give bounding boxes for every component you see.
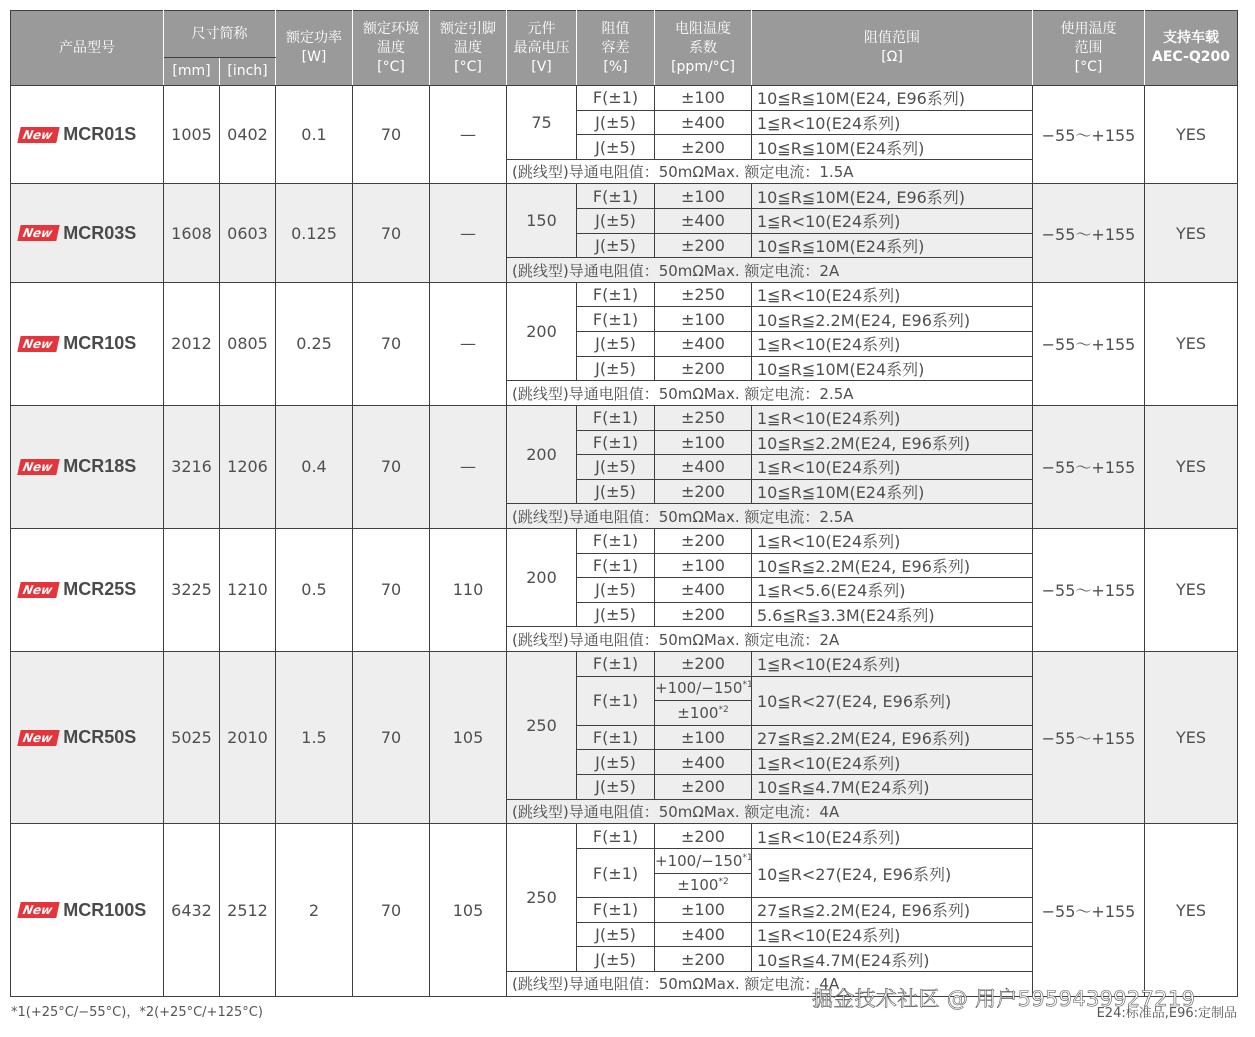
tcr-value: ±250 (681, 408, 725, 428)
resistance-range-cell: 5.6≦R≦3.3M(E24系列) (752, 602, 1033, 627)
tolerance-cell: F(±1) (577, 898, 655, 923)
tcr-value: ±200 (681, 949, 725, 969)
tcr-cell (655, 824, 752, 849)
aec-q200-cell: YES (1145, 652, 1238, 824)
tolerance-cell: J(±5) (577, 479, 655, 504)
power-cell: 0.125 (276, 184, 353, 282)
jumper-spec-cell: (跳线型)导通电阻值：50mΩMax. 额定电流：4A (507, 971, 1033, 996)
model-name: MCR100S (63, 899, 147, 920)
tcr-value: ±400 (681, 211, 725, 231)
tolerance-cell: F(±1) (577, 430, 655, 455)
resistor-spec-table (10, 10, 1238, 997)
max-voltage-cell: 200 (507, 405, 577, 503)
tcr-note-mark: *2 (718, 705, 729, 716)
resistance-range-cell: 10≦R≦2.2M(E24, E96系列) (752, 553, 1033, 578)
tcr-cell (655, 602, 752, 627)
spec-row (11, 528, 1238, 553)
aec-q200-cell: YES (1145, 86, 1238, 184)
ambient-temp-cell: 70 (353, 184, 430, 282)
tolerance-cell: F(±1) (577, 553, 655, 578)
model-label (11, 900, 163, 921)
model-cell (11, 405, 164, 528)
size-inch-cell: 2512 (220, 824, 276, 997)
footnote-series-legend: E24:标准品,E96:定制品 (1096, 1006, 1237, 1021)
new-badge: New (17, 582, 60, 598)
tcr-value: ±200 (681, 826, 725, 846)
resistance-range-cell: 27≦R≦2.2M(E24, E96系列) (752, 898, 1033, 923)
resistance-range-cell: 10≦R≦4.7M(E24系列) (752, 947, 1033, 972)
model-cell (11, 184, 164, 282)
tcr-cell (655, 110, 752, 135)
tolerance-cell: J(±5) (577, 775, 655, 800)
operating-temp-cell: −55～+155 (1033, 528, 1145, 651)
size-inch-cell: 1206 (220, 405, 276, 528)
new-badge: New (17, 730, 60, 746)
ambient-temp-cell: 70 (353, 282, 430, 405)
model-label (11, 223, 163, 244)
tcr-value: ±400 (681, 112, 725, 132)
jumper-spec-cell: (跳线型)导通电阻值：50mΩMax. 额定电流：2A (507, 258, 1033, 283)
tcr-cell (655, 405, 752, 430)
resistance-range-cell: 10≦R≦4.7M(E24系列) (752, 775, 1033, 800)
aec-q200-cell: YES (1145, 184, 1238, 282)
size-mm-cell: 6432 (164, 824, 220, 997)
resistance-range-cell: 1≦R<10(E24系列) (752, 209, 1033, 234)
resistance-range-cell: 1≦R<10(E24系列) (752, 824, 1033, 849)
header-resistance-range: 阻值范围 [Ω] (752, 11, 1033, 86)
resistance-range-cell: 1≦R<10(E24系列) (752, 332, 1033, 357)
tcr-value: ±100 (681, 900, 725, 920)
tcr-value: ±100 (677, 876, 719, 895)
power-cell: 0.5 (276, 528, 353, 651)
tolerance-cell: J(±5) (577, 332, 655, 357)
tcr-cell (655, 282, 752, 307)
terminal-temp-cell: — (430, 282, 507, 405)
size-inch-cell: 1210 (220, 528, 276, 651)
header-terminal-temp: 额定引脚 温度 [°C] (430, 11, 507, 86)
ambient-temp-cell: 70 (353, 528, 430, 651)
terminal-temp-cell: — (430, 405, 507, 528)
header-operating-temp: 使用温度 范围 [°C] (1033, 11, 1145, 86)
tcr-cell (655, 750, 752, 775)
aec-q200-cell: YES (1145, 528, 1238, 651)
tolerance-cell: F(±1) (577, 824, 655, 849)
model-cell (11, 824, 164, 997)
tcr-cell (655, 430, 752, 455)
tcr-cell (655, 652, 752, 677)
tcr-cell (655, 479, 752, 504)
resistance-range-cell: 10≦R≦10M(E24系列) (752, 479, 1033, 504)
terminal-temp-cell: 105 (430, 824, 507, 997)
tcr-cell (655, 332, 752, 357)
max-voltage-cell: 200 (507, 528, 577, 626)
size-inch-cell: 2010 (220, 652, 276, 824)
resistance-range-cell: 10≦R≦2.2M(E24, E96系列) (752, 430, 1033, 455)
spec-row (11, 86, 1238, 111)
aec-q200-cell: YES (1145, 824, 1238, 997)
header-tcr: 电阻温度 系数 [ppm/°C] (655, 11, 752, 86)
tcr-value: ±100 (681, 432, 725, 452)
max-voltage-cell: 200 (507, 282, 577, 380)
size-mm-cell: 3225 (164, 528, 220, 651)
resistance-range-cell: 10≦R≦10M(E24系列) (752, 356, 1033, 381)
tcr-value: +100/−150 (655, 851, 743, 870)
spec-row (11, 282, 1238, 307)
model-name: MCR03S (63, 222, 137, 243)
resistance-range-cell: 10≦R<27(E24, E96系列) (752, 676, 1033, 725)
size-mm-cell: 1005 (164, 86, 220, 184)
model-label (11, 727, 163, 748)
model-cell (11, 528, 164, 651)
spec-row (11, 824, 1238, 849)
size-inch-cell: 0603 (220, 184, 276, 282)
resistance-range-cell: 1≦R<5.6(E24系列) (752, 578, 1033, 603)
tcr-value: ±100 (681, 728, 725, 748)
tcr-cell (655, 701, 752, 726)
footnote-tcr-conditions: *1(+25°C/−55°C)，*2(+25°C/+125°C) (11, 1005, 263, 1020)
operating-temp-cell: −55～+155 (1033, 405, 1145, 528)
tolerance-cell: J(±5) (577, 356, 655, 381)
header-max-voltage: 元件 最高电压 [V] (507, 11, 577, 86)
resistance-range-cell: 10≦R≦10M(E24, E96系列) (752, 184, 1033, 209)
size-mm-cell: 2012 (164, 282, 220, 405)
tolerance-cell: J(±5) (577, 750, 655, 775)
tcr-cell (655, 848, 752, 873)
model-label (11, 124, 163, 145)
jumper-spec-cell: (跳线型)导通电阻值：50mΩMax. 额定电流：1.5A (507, 159, 1033, 184)
tcr-cell (655, 528, 752, 553)
tcr-value: ±100 (681, 186, 725, 206)
model-name: MCR10S (63, 333, 137, 354)
terminal-temp-cell: — (430, 86, 507, 184)
new-badge: New (17, 127, 60, 143)
tolerance-cell: F(±1) (577, 282, 655, 307)
tolerance-cell: F(±1) (577, 848, 655, 897)
model-cell (11, 86, 164, 184)
size-mm-cell: 1608 (164, 184, 220, 282)
tcr-value: ±200 (681, 137, 725, 157)
jumper-spec-cell: (跳线型)导通电阻值：50mΩMax. 额定电流：2A (507, 627, 1033, 652)
spec-row (11, 405, 1238, 430)
ambient-temp-cell: 70 (353, 405, 430, 528)
header-power: 额定功率 [W] (276, 11, 353, 86)
resistance-range-cell: 10≦R≦10M(E24, E96系列) (752, 86, 1033, 111)
operating-temp-cell: −55～+155 (1033, 282, 1145, 405)
tcr-value: ±250 (681, 285, 725, 305)
tcr-value: ±200 (681, 777, 725, 797)
tcr-value: ±200 (681, 605, 725, 625)
tcr-cell (655, 233, 752, 258)
tcr-value: ±400 (681, 334, 725, 354)
tcr-cell (655, 307, 752, 332)
tolerance-cell: J(±5) (577, 233, 655, 258)
ambient-temp-cell: 70 (353, 86, 430, 184)
tcr-value: ±100 (681, 88, 725, 108)
spec-row (11, 184, 1238, 209)
power-cell: 0.1 (276, 86, 353, 184)
tcr-cell (655, 676, 752, 701)
power-cell: 0.25 (276, 282, 353, 405)
model-label (11, 456, 163, 477)
tcr-value: ±400 (681, 580, 725, 600)
tolerance-cell: F(±1) (577, 652, 655, 677)
operating-temp-cell: −55～+155 (1033, 184, 1145, 282)
new-badge: New (17, 225, 60, 241)
max-voltage-cell: 250 (507, 652, 577, 800)
tolerance-cell: J(±5) (577, 110, 655, 135)
tolerance-cell: J(±5) (577, 602, 655, 627)
size-mm-cell: 3216 (164, 405, 220, 528)
tcr-cell (655, 922, 752, 947)
terminal-temp-cell: 105 (430, 652, 507, 824)
aec-q200-cell: YES (1145, 282, 1238, 405)
tolerance-cell: J(±5) (577, 922, 655, 947)
max-voltage-cell: 150 (507, 184, 577, 258)
tcr-value: ±400 (681, 925, 725, 945)
tolerance-cell: F(±1) (577, 528, 655, 553)
size-inch-cell: 0805 (220, 282, 276, 405)
jumper-spec-cell: (跳线型)导通电阻值：50mΩMax. 额定电流：2.5A (507, 381, 1033, 406)
tcr-cell (655, 873, 752, 898)
model-name: MCR01S (63, 124, 137, 145)
tolerance-cell: F(±1) (577, 86, 655, 111)
resistance-range-cell: 10≦R≦10M(E24系列) (752, 233, 1033, 258)
tolerance-cell: J(±5) (577, 578, 655, 603)
new-badge: New (17, 459, 60, 475)
tcr-cell (655, 455, 752, 480)
resistance-range-cell: 1≦R<10(E24系列) (752, 282, 1033, 307)
aec-q200-cell: YES (1145, 405, 1238, 528)
tcr-value: ±200 (681, 654, 725, 674)
new-badge: New (17, 336, 60, 352)
new-badge: New (17, 902, 60, 918)
tcr-cell (655, 209, 752, 234)
tcr-cell (655, 356, 752, 381)
watermark-text: 掘金技术社区 @ 用户5959439927219 (812, 987, 1196, 1011)
tcr-cell (655, 578, 752, 603)
tcr-value: ±100 (681, 555, 725, 575)
header-aec-q200: 支持车载 AEC-Q200 (1145, 11, 1238, 86)
tolerance-cell: J(±5) (577, 947, 655, 972)
operating-temp-cell: −55～+155 (1033, 652, 1145, 824)
operating-temp-cell: −55～+155 (1033, 86, 1145, 184)
jumper-spec-cell: (跳线型)导通电阻值：50mΩMax. 额定电流：2.5A (507, 504, 1033, 529)
header-ambient-temp: 额定环境 温度 [°C] (353, 11, 430, 86)
tcr-cell (655, 898, 752, 923)
header-size: 尺寸简称 (164, 11, 276, 58)
tcr-value: ±200 (681, 482, 725, 502)
tcr-cell (655, 775, 752, 800)
resistance-range-cell: 10≦R≦2.2M(E24, E96系列) (752, 307, 1033, 332)
tcr-value: ±100 (681, 309, 725, 329)
power-cell: 2 (276, 824, 353, 997)
terminal-temp-cell: — (430, 184, 507, 282)
resistance-range-cell: 1≦R<10(E24系列) (752, 652, 1033, 677)
model-name: MCR18S (63, 456, 137, 477)
size-inch-cell: 0402 (220, 86, 276, 184)
resistance-range-cell: 1≦R<10(E24系列) (752, 455, 1033, 480)
resistance-range-cell: 1≦R<10(E24系列) (752, 750, 1033, 775)
tcr-value: ±400 (681, 752, 725, 772)
header-tolerance: 阻值 容差 [%] (577, 11, 655, 86)
tolerance-cell: F(±1) (577, 405, 655, 430)
header-size-inch: [inch] (220, 58, 276, 86)
terminal-temp-cell: 110 (430, 528, 507, 651)
resistance-range-cell: 10≦R≦10M(E24系列) (752, 135, 1033, 160)
model-name: MCR50S (63, 727, 137, 748)
tcr-note-mark: *2 (718, 877, 729, 888)
tcr-value: ±400 (681, 457, 725, 477)
tolerance-cell: J(±5) (577, 135, 655, 160)
tcr-value: ±200 (681, 531, 725, 551)
tcr-cell (655, 947, 752, 972)
power-cell: 0.4 (276, 405, 353, 528)
model-label (11, 579, 163, 600)
size-mm-cell: 5025 (164, 652, 220, 824)
tcr-value: +100/−150 (655, 679, 743, 698)
ambient-temp-cell: 70 (353, 824, 430, 997)
resistance-range-cell: 10≦R<27(E24, E96系列) (752, 848, 1033, 897)
tcr-value: ±100 (677, 704, 719, 723)
tcr-value: ±200 (681, 359, 725, 378)
header-model: 产品型号 (11, 11, 164, 86)
tolerance-cell: J(±5) (577, 209, 655, 234)
model-name: MCR25S (63, 579, 137, 600)
max-voltage-cell: 250 (507, 824, 577, 972)
tcr-cell (655, 86, 752, 111)
tcr-cell (655, 135, 752, 160)
max-voltage-cell: 75 (507, 86, 577, 160)
tcr-cell (655, 725, 752, 750)
tcr-cell (655, 553, 752, 578)
tolerance-cell: F(±1) (577, 307, 655, 332)
header-size-mm: [mm] (164, 58, 220, 86)
tolerance-cell: F(±1) (577, 725, 655, 750)
resistance-range-cell: 1≦R<10(E24系列) (752, 528, 1033, 553)
resistance-range-cell: 1≦R<10(E24系列) (752, 110, 1033, 135)
resistance-range-cell: 1≦R<10(E24系列) (752, 405, 1033, 430)
power-cell: 1.5 (276, 652, 353, 824)
resistance-range-cell: 27≦R≦2.2M(E24, E96系列) (752, 725, 1033, 750)
tcr-cell (655, 184, 752, 209)
tcr-note-mark: *1 (742, 852, 753, 863)
tolerance-cell: J(±5) (577, 455, 655, 480)
resistance-range-cell: 1≦R<10(E24系列) (752, 922, 1033, 947)
model-cell (11, 282, 164, 405)
spec-row (11, 652, 1238, 677)
model-cell (11, 652, 164, 824)
jumper-spec-cell: (跳线型)导通电阻值：50mΩMax. 额定电流：4A (507, 799, 1033, 824)
tolerance-cell: F(±1) (577, 676, 655, 725)
model-label (11, 333, 163, 354)
tolerance-cell: F(±1) (577, 184, 655, 209)
operating-temp-cell: −55～+155 (1033, 824, 1145, 997)
tcr-note-mark: *1 (742, 680, 753, 691)
ambient-temp-cell: 70 (353, 652, 430, 824)
tcr-value: ±200 (681, 235, 725, 255)
